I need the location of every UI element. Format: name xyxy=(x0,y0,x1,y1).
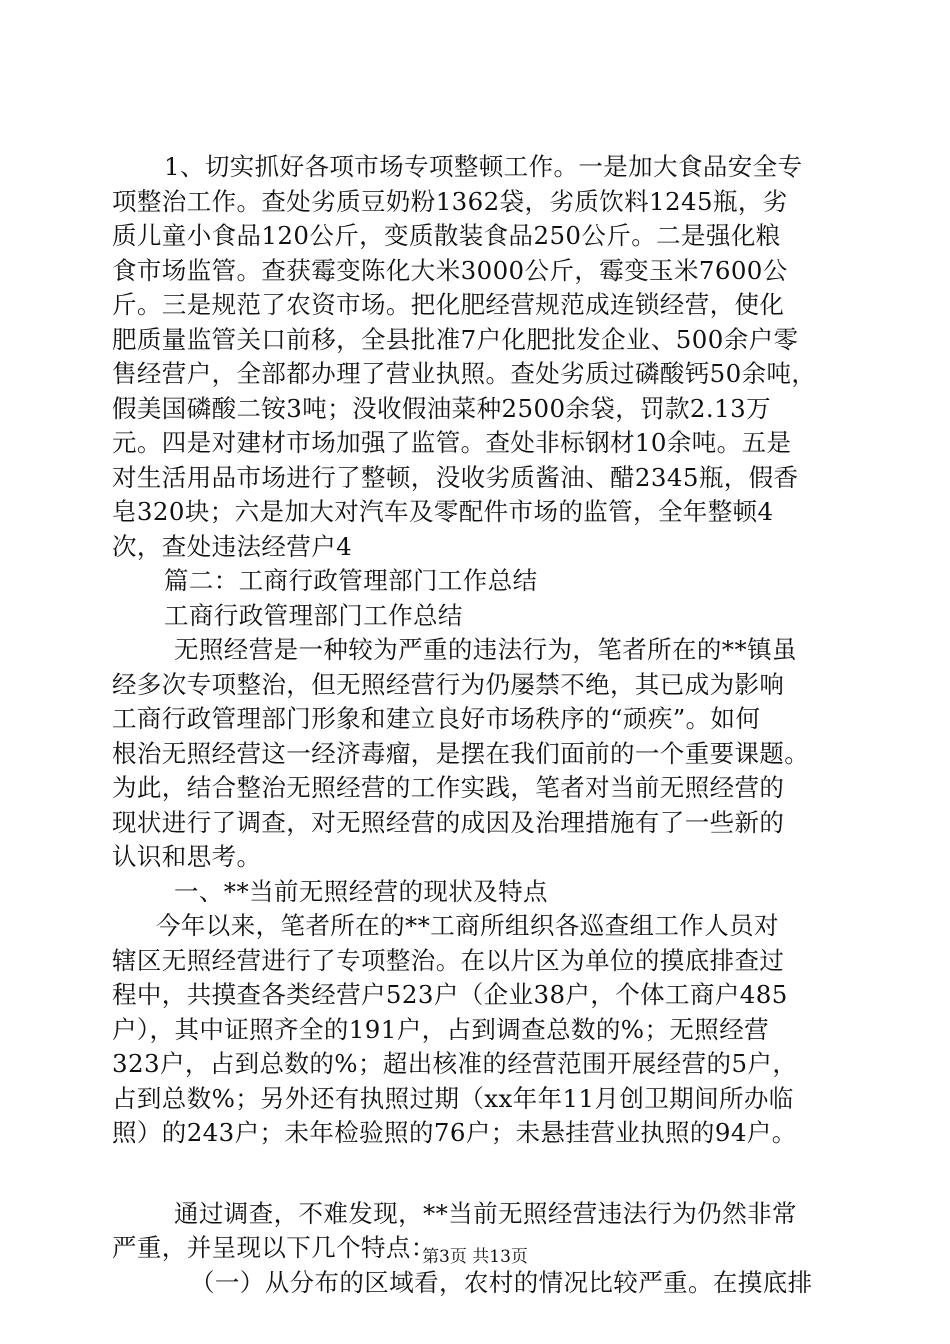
paragraph-line: 严重，并呈现以下几个特点： xyxy=(112,1233,436,1262)
paragraph-line: 323户，占到总数的%；超出核准的经营范围开展经营的5户， xyxy=(112,1049,798,1078)
paragraph-line: 户），其中证照齐全的191户，占到调查总数的%；无照经营 xyxy=(112,1014,769,1044)
paragraph-line: 对生活用品市场进行了整顿，没收劣质酱油、醋2345瓶，假香 xyxy=(112,462,799,492)
paragraph-line: 食市场监管。查获霉变陈化大米3000公斤，霉变玉米7600公 xyxy=(112,255,788,285)
paragraph-line: 皂320块；六是加大对汽车及零配件市场的监管，全年整顿4 xyxy=(112,497,774,526)
page-number-footer: 第3页 共13页 xyxy=(422,1247,528,1267)
paragraph-line: 认识和思考。 xyxy=(112,842,262,871)
paragraph-line: 经多次专项整治，但无照经营行为仍屡禁不绝，其已成为影响 xyxy=(112,669,785,699)
paragraph-line: 售经营户，全部都办理了营业执照。查处劣质过磷酸钙50余吨， xyxy=(112,359,817,388)
paragraph-line: 程中，共摸查各类经营户523户（企业38户，个体工商户485 xyxy=(112,980,788,1009)
paragraph-line: 辖区无照经营进行了专项整治。在以片区为单位的摸底排查过 xyxy=(112,945,785,975)
paragraph-line: 现状进行了调查，对无照经营的成因及治理措施有了一些新的 xyxy=(112,807,785,837)
paragraph-line: 工商行政管理部门形象和建立良好市场秩序的“顽疾”。如何 xyxy=(112,704,761,733)
paragraph-line: 假美国磷酸二铵3吨；没收假油菜种2500余袋，罚款2.13万 xyxy=(112,393,771,423)
paragraph-line: 为此，结合整治无照经营的工作实践，笔者对当前无照经营的 xyxy=(112,773,785,802)
paragraph-line: 次，查处违法经营户4 xyxy=(112,531,353,561)
paragraph-line: 无照经营是一种较为严重的违法行为，笔者所在的**镇虽 xyxy=(174,635,797,664)
paragraph-line: 斤。三是规范了农资市场。把化肥经营规范成连锁经营，使化 xyxy=(112,290,785,319)
paragraph-line: 今年以来，笔者所在的**工商所组织各巡查组工作人员对 xyxy=(156,911,779,940)
paragraph-line: 项整治工作。查处劣质豆奶粉1362袋，劣质饮料1245瓶，劣 xyxy=(112,186,788,216)
paragraph-line: 质儿童小食品120公斤，变质散装食品250公斤。二是强化粮 xyxy=(112,221,781,250)
paragraph-line: 占到总数%；另外还有执照过期（xx年年11月创卫期间所办临 xyxy=(112,1083,794,1113)
paragraph-gap xyxy=(112,1151,842,1197)
subsection-heading: （一）从分布的区域看，农村的情况比较严重。在摸底排 xyxy=(190,1267,813,1297)
document-body xyxy=(112,150,842,1300)
paragraph-line: 通过调查，不难发现，**当前无照经营违法行为仍然非常 xyxy=(174,1198,797,1228)
paragraph-line: 元。四是对建材市场加强了监管。查处非标钢材10余吨。五是 xyxy=(112,428,792,457)
section-heading: 篇二：工商行政管理部门工作总结 xyxy=(164,566,538,595)
paragraph-line: 肥质量监管关口前移，全县批准7户化肥批发企业、500余户零 xyxy=(112,324,799,354)
paragraph-line: 照）的243户；未年检验照的76户；未悬挂营业执照的94户。 xyxy=(112,1118,797,1147)
section-heading: 一、**当前无照经营的现状及特点 xyxy=(174,876,548,906)
paragraph-line: 根治无照经营这一经济毒瘤，是摆在我们面前的一个重要课题。 xyxy=(112,738,810,768)
document-title: 工商行政管理部门工作总结 xyxy=(164,600,463,630)
paragraph-line: 1、切实抓好各项市场专项整顿工作。一是加大食品安全专 xyxy=(164,152,803,181)
